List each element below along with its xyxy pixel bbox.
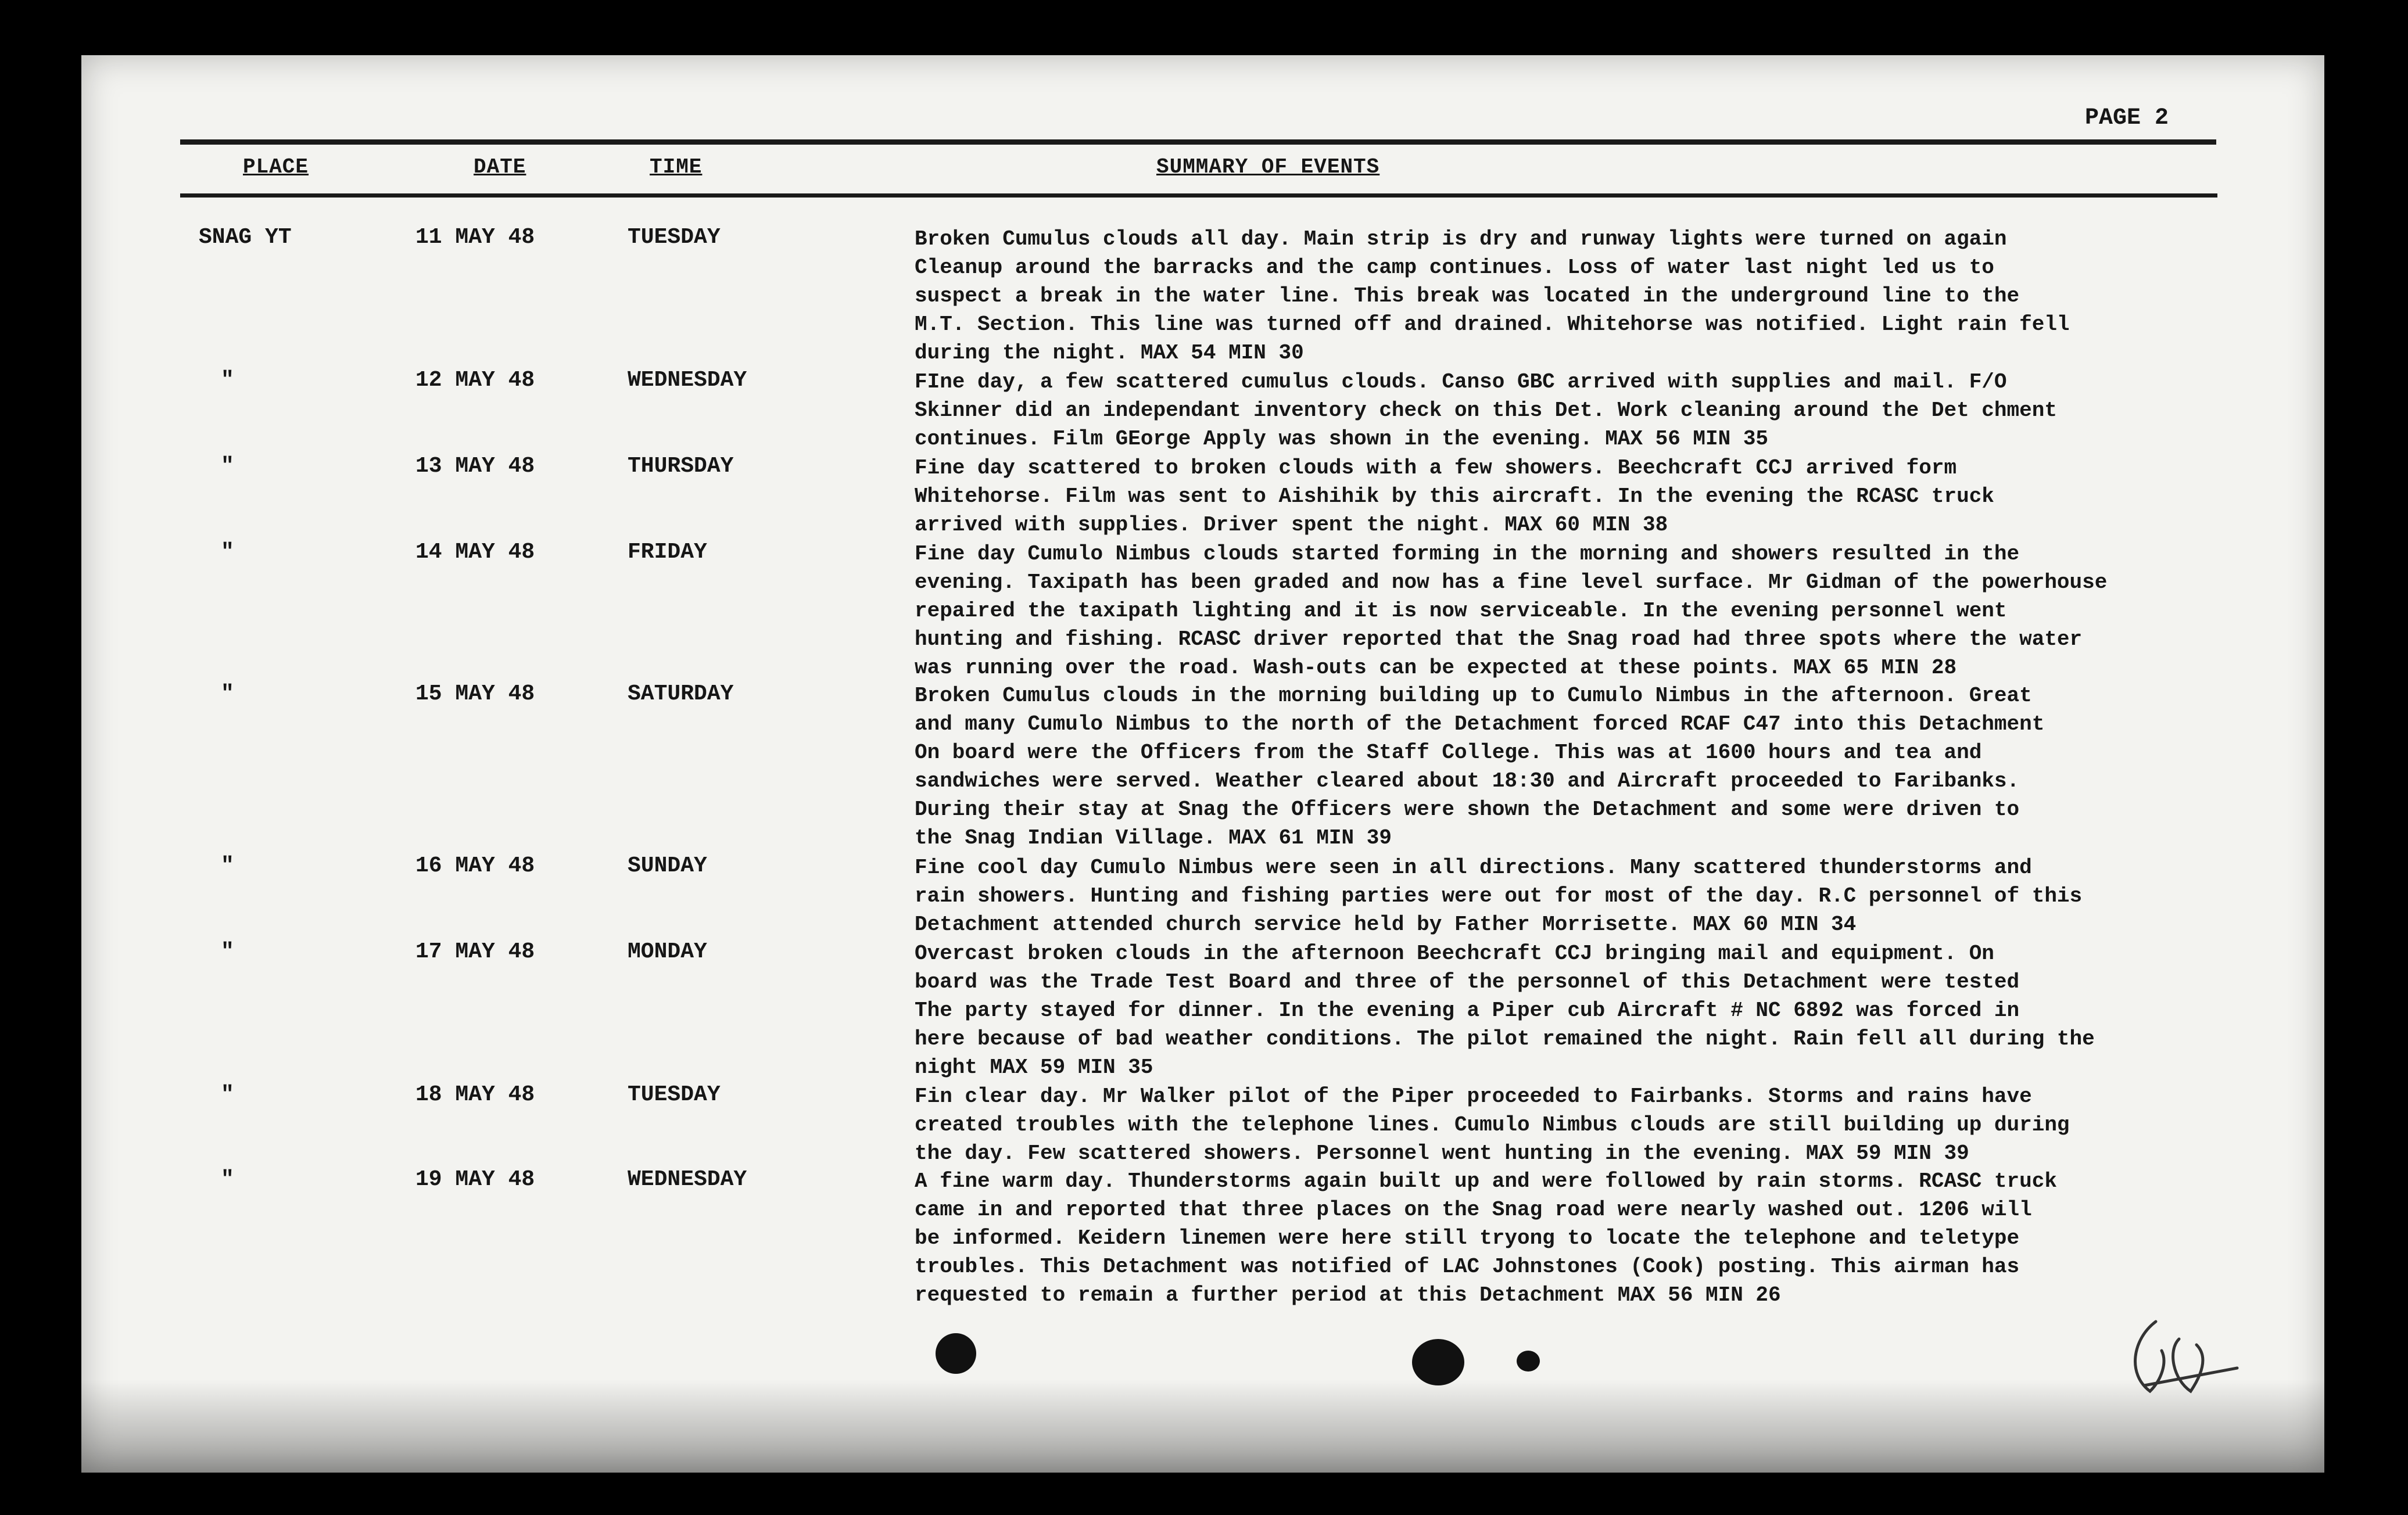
entry-date: 14 MAY 48	[415, 540, 535, 565]
entry-summary	[915, 540, 2309, 682]
entry-place: "	[221, 454, 234, 479]
entry-summary	[915, 681, 2309, 852]
summary-line: suspect a break in the water line. This break was located in the underground line to the	[915, 284, 2020, 308]
entry-summary	[915, 1167, 2309, 1309]
entry-day: SATURDAY	[628, 681, 734, 706]
entry-date: 12 MAY 48	[415, 368, 535, 393]
header-summary: SUMMARY OF EVENTS	[1156, 155, 1380, 179]
entry-day: THURSDAY	[628, 454, 734, 479]
summary-line: arrived with supplies. Driver spent the night. MAX 60 MIN 38	[915, 513, 1668, 537]
summary-line: A fine warm day. Thunderstorms again built up and were followed by rain storms. RCASC truck	[915, 1169, 2057, 1193]
summary-line: here because of bad weather conditions. The pilot remained the night. Rain fell all during the	[915, 1027, 2095, 1051]
summary-line: the Snag Indian Village. MAX 61 MIN 39	[915, 826, 1392, 850]
summary-line: Fin clear day. Mr Walker pilot of the Piper proceeded to Fairbanks. Storms and rains have	[915, 1085, 2032, 1108]
summary-line: rain showers. Hunting and fishing parties were out for most of the day. R.C personnel of this	[915, 884, 2083, 908]
summary-line: M.T. Section. This line was turned off and drained. Whitehorse was notified. Light rain fell	[915, 313, 2070, 336]
scan-edge-shadow	[81, 1380, 2324, 1473]
entry-summary	[915, 853, 2309, 939]
summary-line: repaired the taxipath lighting and it is now serviceable. In the evening personnel went	[915, 599, 2007, 623]
entry-place: "	[221, 1167, 234, 1192]
entry-day: SUNDAY	[628, 853, 707, 878]
entry-summary	[915, 368, 2309, 453]
entry-summary	[915, 939, 2309, 1082]
summary-line: Whitehorse. Film was sent to Aishihik by this aircraft. In the evening the RCASC truck	[915, 484, 1994, 508]
entry-day: FRIDAY	[628, 540, 707, 565]
summary-line: evening. Taxipath has been graded and now has a fine level surface. Mr Gidman of the powerhouse	[915, 570, 2108, 594]
entry-place: "	[221, 853, 234, 878]
entry-date: 15 MAY 48	[415, 681, 535, 706]
ink-stain	[1517, 1351, 1540, 1372]
entry-day: TUESDAY	[628, 1082, 721, 1107]
summary-line: continues. Film GEorge Apply was shown in the evening. MAX 56 MIN 35	[915, 427, 1769, 451]
entry-date: 13 MAY 48	[415, 454, 535, 479]
summary-line: Cleanup around the barracks and the camp continues. Loss of water last night led us to	[915, 256, 1994, 279]
summary-line: Fine day scattered to broken clouds with a few showers. Beechcraft CCJ arrived form	[915, 456, 1957, 480]
entry-date: 18 MAY 48	[415, 1082, 535, 1107]
summary-line: Fine day Cumulo Nimbus clouds started forming in the morning and showers resulted in the	[915, 542, 2020, 566]
entry-date: 17 MAY 48	[415, 939, 535, 964]
entry-day: WEDNESDAY	[628, 1167, 747, 1192]
entry-place: "	[221, 1082, 234, 1107]
summary-line: Overcast broken clouds in the afternoon Beechcraft CCJ bringing mail and equipment. On	[915, 942, 1994, 965]
summary-line: hunting and fishing. RCASC driver reported that the Snag road had three spots where the water	[915, 627, 2083, 651]
summary-line: was running over the road. Wash-outs can be expected at these points. MAX 65 MIN 28	[915, 656, 1957, 680]
summary-line: night MAX 59 MIN 35	[915, 1056, 1153, 1079]
entry-place: "	[221, 939, 234, 964]
entry-place: "	[221, 681, 234, 706]
entry-date: 16 MAY 48	[415, 853, 535, 878]
summary-line: Broken Cumulus clouds in the morning building up to Cumulo Nimbus in the afternoon. Great	[915, 684, 2032, 708]
summary-line: came in and reported that three places on the Snag road were nearly washed out. 1206 will	[915, 1198, 2032, 1222]
summary-line: During their stay at Snag the Officers were shown the Detachment and some were driven to	[915, 798, 2020, 821]
header-place: PLACE	[243, 155, 309, 179]
entry-day: TUESDAY	[628, 225, 721, 250]
summary-line: sandwiches were served. Weather cleared about 18:30 and Aircraft proceeded to Faribanks.	[915, 769, 2020, 793]
summary-line: requested to remain a further period at this Detachment MAX 56 MIN 26	[915, 1283, 1781, 1307]
summary-line: Broken Cumulus clouds all day. Main strip is dry and runway lights were turned on again	[915, 227, 2007, 251]
summary-line: Detachment attended church service held by Father Morrisette. MAX 60 MIN 34	[915, 913, 1857, 936]
top-rule	[180, 139, 2216, 145]
summary-line: troubles. This Detachment was notified of LAC Johnstones (Cook) posting. This airman has	[915, 1255, 2020, 1279]
summary-line: the day. Few scattered showers. Personnel went hunting in the evening. MAX 59 MIN 39	[915, 1141, 1969, 1165]
summary-line: and many Cumulo Nimbus to the north of the Detachment forced RCAF C47 into this Detachment	[915, 712, 2045, 736]
entry-date: 11 MAY 48	[415, 225, 535, 250]
entry-date: 19 MAY 48	[415, 1167, 535, 1192]
page-number: PAGE 2	[2085, 105, 2169, 131]
entry-day: MONDAY	[628, 939, 707, 964]
summary-line: FIne day, a few scattered cumulus clouds. Canso GBC arrived with supplies and mail. F/O	[915, 370, 2007, 394]
header-date: DATE	[474, 155, 526, 179]
ink-stain	[1412, 1339, 1464, 1385]
header-time: TIME	[650, 155, 703, 179]
summary-line: created troubles with the telephone lines. Cumulo Nimbus clouds are still building up during	[915, 1113, 2070, 1137]
war-diary-page	[81, 55, 2324, 1473]
entry-summary	[915, 225, 2309, 367]
summary-line: Skinner did an independant inventory check on this Det. Work cleaning around the Det chment	[915, 399, 2057, 422]
summary-line: board was the Trade Test Board and three of the personnel of this Detachment were tested	[915, 970, 2020, 994]
entry-summary	[915, 1082, 2309, 1168]
summary-line: On board were the Officers from the Staff College. This was at 1600 hours and tea and	[915, 741, 1982, 764]
summary-line: during the night. MAX 54 MIN 30	[915, 341, 1304, 365]
entry-day: WEDNESDAY	[628, 368, 747, 393]
entry-place: "	[221, 540, 234, 565]
header-rule	[180, 193, 2217, 198]
summary-line: be informed. Keidern linemen were here still tryong to locate the telephone and teletype	[915, 1226, 2020, 1250]
entry-place: SNAG YT	[199, 225, 292, 250]
entry-summary	[915, 454, 2309, 539]
ink-stain	[936, 1333, 976, 1374]
summary-line: Fine cool day Cumulo Nimbus were seen in all directions. Many scattered thunderstorms and	[915, 856, 2032, 879]
entry-place: "	[221, 368, 234, 393]
summary-line: The party stayed for dinner. In the evening a Piper cub Aircraft # NC 6892 was forced in	[915, 999, 2020, 1022]
